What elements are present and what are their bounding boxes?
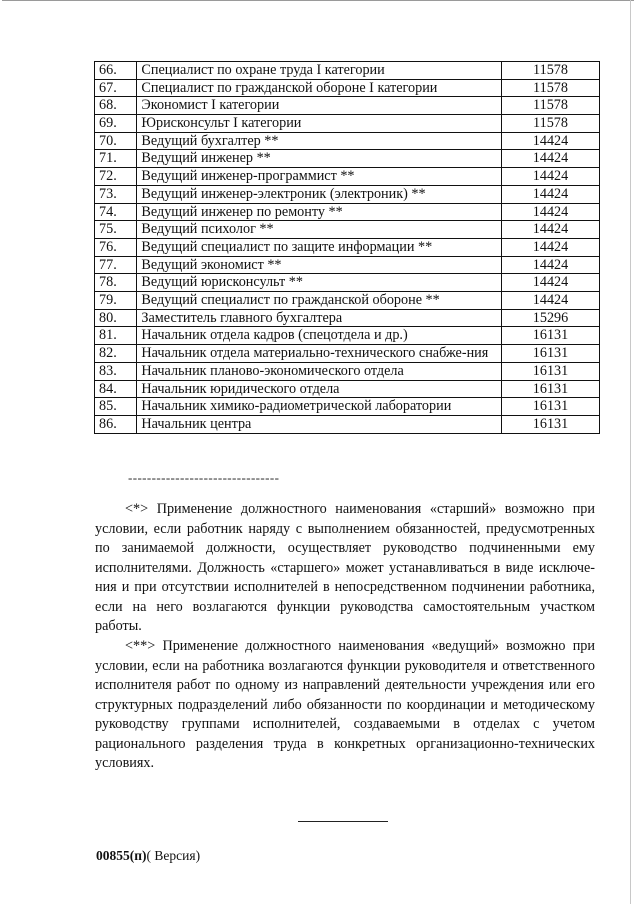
document-code	[96, 848, 200, 864]
row-number: 86.	[95, 416, 137, 434]
document-version: ( Версия)	[146, 848, 201, 863]
positions-table-body	[95, 62, 600, 434]
document-code-number: 00855(п)	[96, 848, 147, 863]
salary-value: 16131	[502, 363, 600, 381]
position-title: Ведущий бухгалтер **	[137, 132, 502, 150]
closing-rule	[298, 821, 388, 822]
row-number: 85.	[95, 398, 137, 416]
table-row	[95, 150, 600, 168]
salary-value: 14424	[502, 291, 600, 309]
positions-table	[94, 61, 600, 434]
position-title: Ведущий психолог **	[137, 221, 502, 239]
table-row	[95, 168, 600, 186]
row-number: 68.	[95, 97, 137, 115]
position-title: Ведущий специалист по защите информации **	[137, 238, 502, 256]
row-number: 70.	[95, 132, 137, 150]
table-row	[95, 274, 600, 292]
table-row	[95, 238, 600, 256]
row-number: 73.	[95, 185, 137, 203]
table-row	[95, 398, 600, 416]
salary-value: 16131	[502, 327, 600, 345]
position-title: Юрисконсульт I категории	[137, 115, 502, 133]
position-title: Ведущий инженер по ремонту **	[137, 203, 502, 221]
row-number: 75.	[95, 221, 137, 239]
position-title: Начальник планово-экономического отдела	[137, 363, 502, 381]
row-number: 84.	[95, 380, 137, 398]
table-row	[95, 62, 600, 80]
table-row	[95, 309, 600, 327]
row-number: 77.	[95, 256, 137, 274]
position-title: Заместитель главного бухгалтера	[137, 309, 502, 327]
salary-value: 14424	[502, 238, 600, 256]
row-number: 71.	[95, 150, 137, 168]
salary-value: 14424	[502, 168, 600, 186]
position-title: Ведущий инженер-электроник (электроник) **	[137, 185, 502, 203]
table-row	[95, 115, 600, 133]
table-row	[95, 97, 600, 115]
footnote-leading: <**> Применение должностного наименования «ведущий» возможно при условии, если на работника возлагаются функции руководителя и ответственного исполнителя работ по одному из направлений деятельности учреждения или его структурных подразделений либо обязанности по координации и методическому руководству группами исполнителей, создаваемыми в отделах с учетом рационального разделения труда в конкретных организационно-технических условиях.	[95, 638, 595, 771]
row-number: 72.	[95, 168, 137, 186]
position-title: Начальник химико-радиометрической лаборатории	[137, 398, 502, 416]
row-number: 79.	[95, 291, 137, 309]
salary-value: 15296	[502, 309, 600, 327]
table-row	[95, 363, 600, 381]
row-number: 83.	[95, 363, 137, 381]
salary-value: 16131	[502, 398, 600, 416]
table-row	[95, 416, 600, 434]
position-title: Ведущий экономист **	[137, 256, 502, 274]
salary-value: 14424	[502, 185, 600, 203]
position-title: Специалист по охране труда I категории	[137, 62, 502, 80]
salary-value: 14424	[502, 274, 600, 292]
position-title: Начальник юридического отдела	[137, 380, 502, 398]
row-number: 74.	[95, 203, 137, 221]
position-title: Экономист I категории	[137, 97, 502, 115]
salary-value: 14424	[502, 203, 600, 221]
salary-value: 16131	[502, 380, 600, 398]
salary-value: 14424	[502, 256, 600, 274]
salary-value: 11578	[502, 79, 600, 97]
position-title: Ведущий инженер-программист **	[137, 168, 502, 186]
salary-value: 11578	[502, 115, 600, 133]
salary-value: 14424	[502, 132, 600, 150]
table-row	[95, 132, 600, 150]
table-row	[95, 185, 600, 203]
row-number: 76.	[95, 238, 137, 256]
row-number: 80.	[95, 309, 137, 327]
page-right-edge	[630, 0, 631, 904]
position-title: Ведущий специалист по гражданской обороне **	[137, 291, 502, 309]
row-number: 78.	[95, 274, 137, 292]
footnote-separator: --------------------------------	[128, 470, 280, 485]
table-row	[95, 345, 600, 363]
table-row	[95, 79, 600, 97]
row-number: 66.	[95, 62, 137, 80]
position-title: Начальник отдела материально-технического снабже-ния	[137, 345, 502, 363]
footnote-senior: <*> Применение должностного наименования «старший» возможно при условии, если работник наряду с выполнением обязанностей, предусмотренных по занимаемой должности, осуществляет руководство подчиненными ему исполнителями. Должность «старшего» может устанавливаться в виде исключения и при отсутствии исполнителей в непосредственном подчинении работника, если на него возлагаются функции руководства самостоятельным участком работы.	[95, 501, 595, 634]
position-title: Начальник отдела кадров (спецотдела и др.)	[137, 327, 502, 345]
position-title: Ведущий юрисконсульт **	[137, 274, 502, 292]
salary-value: 14424	[502, 150, 600, 168]
position-title: Специалист по гражданской обороне I категории	[137, 79, 502, 97]
row-number: 81.	[95, 327, 137, 345]
salary-value: 16131	[502, 416, 600, 434]
table-row	[95, 327, 600, 345]
table-row	[95, 203, 600, 221]
salary-value: 14424	[502, 221, 600, 239]
row-number: 69.	[95, 115, 137, 133]
salary-value: 16131	[502, 345, 600, 363]
page-top-edge	[2, 0, 634, 1]
salary-value: 11578	[502, 62, 600, 80]
salary-value: 11578	[502, 97, 600, 115]
position-title: Ведущий инженер **	[137, 150, 502, 168]
position-title: Начальник центра	[137, 416, 502, 434]
table-row	[95, 380, 600, 398]
row-number: 82.	[95, 345, 137, 363]
table-row	[95, 256, 600, 274]
table-row	[95, 291, 600, 309]
table-row	[95, 221, 600, 239]
row-number: 67.	[95, 79, 137, 97]
